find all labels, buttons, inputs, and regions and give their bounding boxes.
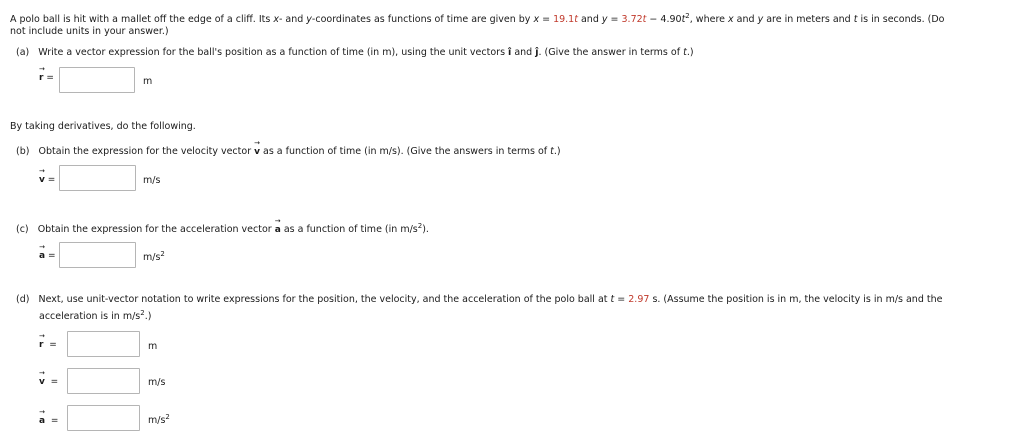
- problem-intro-line2: not include units in your answer.): [10, 26, 169, 37]
- time-value: 2.97: [628, 294, 650, 305]
- acceleration-unit-c: $m/s^2$: [143, 250, 165, 264]
- velocity-answer-input-b[interactable]: [59, 165, 136, 191]
- velocity-vector-label-d: → v =: [39, 369, 59, 387]
- position-vector-label-a: → r =: [39, 65, 54, 83]
- problem-intro-line1: A polo ball is hit with a mallet off the edge of a cliff. Its x- and y-coordinates as functions of time are given by x = 19.1t and $y = 3.72t - 4.90t^2$, where x and y are in meters and t is in seconds. (Do: [10, 12, 945, 26]
- part-d-question-line1: (d) Next, use unit-vector notation to write expressions for the position, the velocity, and the acceleration of the polo ball at t = 2.97 s. (Assume the position is in m, the velocity is in m/s and the: [16, 294, 943, 305]
- velocity-unit-d: m/s: [148, 377, 166, 388]
- velocity-vector-label-b: → v =: [39, 167, 56, 185]
- position-answer-input-d[interactable]: [67, 331, 140, 357]
- acceleration-answer-input-d[interactable]: [67, 405, 140, 431]
- velocity-unit-b: m/s: [143, 175, 161, 186]
- position-vector-label-d: → r =: [39, 332, 57, 350]
- position-answer-input-a[interactable]: [59, 67, 135, 93]
- part-c-question: (c) Obtain the expression for the acceleration vector → a as a function of time (in $m/s^2$).: [16, 217, 429, 236]
- velocity-answer-input-d[interactable]: [67, 368, 140, 394]
- x-coefficient-value: 19.1: [553, 14, 575, 26]
- acceleration-answer-input-c[interactable]: [59, 242, 136, 268]
- derivatives-instruction: By taking derivatives, do the following.: [10, 121, 196, 132]
- y-quadratic-coefficient-value: 4.90: [660, 14, 682, 26]
- part-a-question: (a) Write a vector expression for the ball's position as a function of time (in m), using the unit vectors î and ĵ. (Give the answer in terms of t.): [16, 47, 694, 58]
- acceleration-vector-label-c: → a =: [39, 243, 56, 261]
- part-d-question-line2: acceleration is in $m/s^2$.): [39, 309, 152, 323]
- y-linear-coefficient-value: 3.72: [621, 14, 643, 26]
- part-b-question: (b) Obtain the expression for the velocity vector → v as a function of time (in m/s). (Give the answers in terms of t.): [16, 139, 561, 157]
- acceleration-unit-d: $m/s^2$: [148, 413, 170, 427]
- acceleration-vector-label-d: → a =: [39, 408, 59, 426]
- position-unit-a: m: [143, 76, 153, 87]
- position-unit-d: m: [148, 341, 158, 352]
